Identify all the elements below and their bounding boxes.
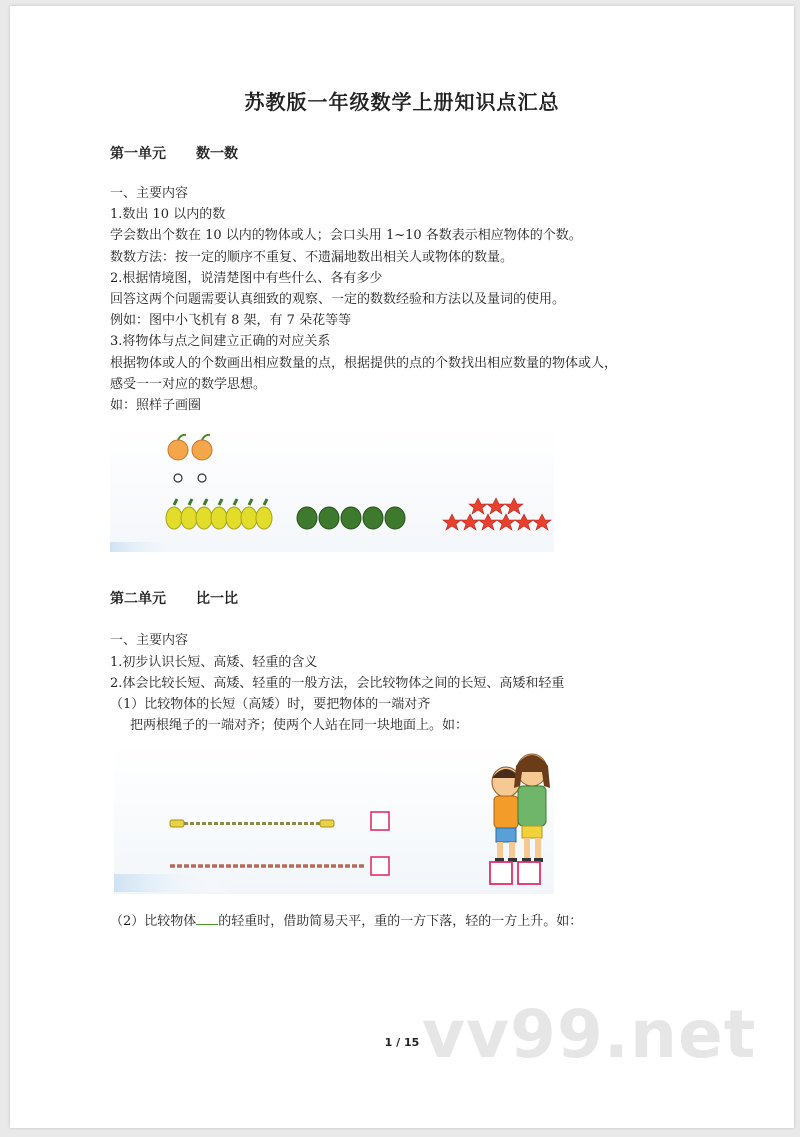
unit1-item2-line1: 回答这两个问题需要认真细致的观察、一定的数数经验和方法以及量词的使用。	[110, 292, 566, 307]
answer-box	[490, 862, 512, 884]
document-title: 苏教版一年级数学上册知识点汇总	[244, 90, 560, 114]
unit1-section: 一、主要内容	[110, 186, 189, 201]
answer-box	[371, 812, 389, 830]
unit1-heading	[110, 143, 238, 163]
unit2-sub1: （1）比较物体的长短（高矮）时，要把物体的一端对齐	[110, 697, 431, 712]
unit1-item3-line3: 如：照样子画圈	[110, 398, 202, 413]
unit1-name: 数一数	[196, 146, 238, 162]
blank-underline	[196, 912, 218, 925]
pepper-icon	[385, 507, 405, 529]
comparison-illustration-svg	[114, 744, 554, 894]
unit2-heading	[110, 588, 238, 608]
pepper-icon	[363, 507, 383, 529]
unit2-section: 一、主要内容	[110, 633, 189, 648]
unit1-item3-line2: 感受一一对应的数学思想。	[110, 377, 267, 392]
unit1-item3-title: 3.将物体与点之间建立正确的对应关系	[110, 334, 331, 349]
comparison-illustration	[114, 744, 554, 894]
counting-illustration-svg	[110, 426, 554, 552]
unit2-sub2	[110, 912, 582, 932]
unit2-item2-title: 2.体会比较长短、高矮、轻重的一般方法，会比较物体之间的长短、高矮和轻重	[110, 676, 565, 691]
unit2-name: 比一比	[196, 591, 238, 607]
unit2-sub2-part-b: 的轻重时，借助简易天平，重的一方下落，轻的一方上升。如：	[218, 914, 583, 929]
answer-box	[371, 857, 389, 875]
unit1-item1-line1: 学会数出个数在 10 以内的物体或人；会口头用 1~10 各数表示相应物体的个数。	[110, 228, 582, 243]
unit1-label: 第一单元	[110, 146, 166, 162]
page-number: 1 / 15	[384, 1036, 420, 1049]
answer-box	[518, 862, 540, 884]
unit1-item1-line2: 数数方法：按一定的顺序不重复、不遗漏地数出相关人或物体的数量。	[110, 250, 514, 265]
unit2-sub1-detail: 把两根绳子的一端对齐；使两个人站在同一块地面上。如：	[130, 718, 469, 733]
watermark: vv99.net	[422, 996, 757, 1073]
illustration-floor	[110, 542, 190, 552]
unit2-item1-title: 1.初步认识长短、高矮、轻重的含义	[110, 655, 318, 670]
unit1-item2-line2: 例如：图中小飞机有 8 架，有 7 朵花等等	[110, 313, 352, 328]
unit2-sub2-part-a: （2）比较物体	[110, 914, 197, 929]
pepper-icon	[297, 507, 317, 529]
pepper-group	[297, 507, 405, 529]
unit2-label: 第二单元	[110, 591, 166, 607]
unit1-item2-title: 2.根据情境图，说清楚图中有些什么、各有多少	[110, 271, 383, 286]
unit1-item3-line1: 根据物体或人的个数画出相应数量的点，根据提供的点的个数找出相应数量的物体或人，	[110, 356, 618, 371]
illustration-floor	[114, 874, 234, 892]
counting-illustration	[110, 426, 554, 552]
pepper-icon	[319, 507, 339, 529]
document-page	[10, 6, 794, 1128]
unit1-item1-title: 1.数出 10 以内的数	[110, 207, 226, 222]
illustration-background	[114, 744, 554, 894]
pepper-icon	[341, 507, 361, 529]
